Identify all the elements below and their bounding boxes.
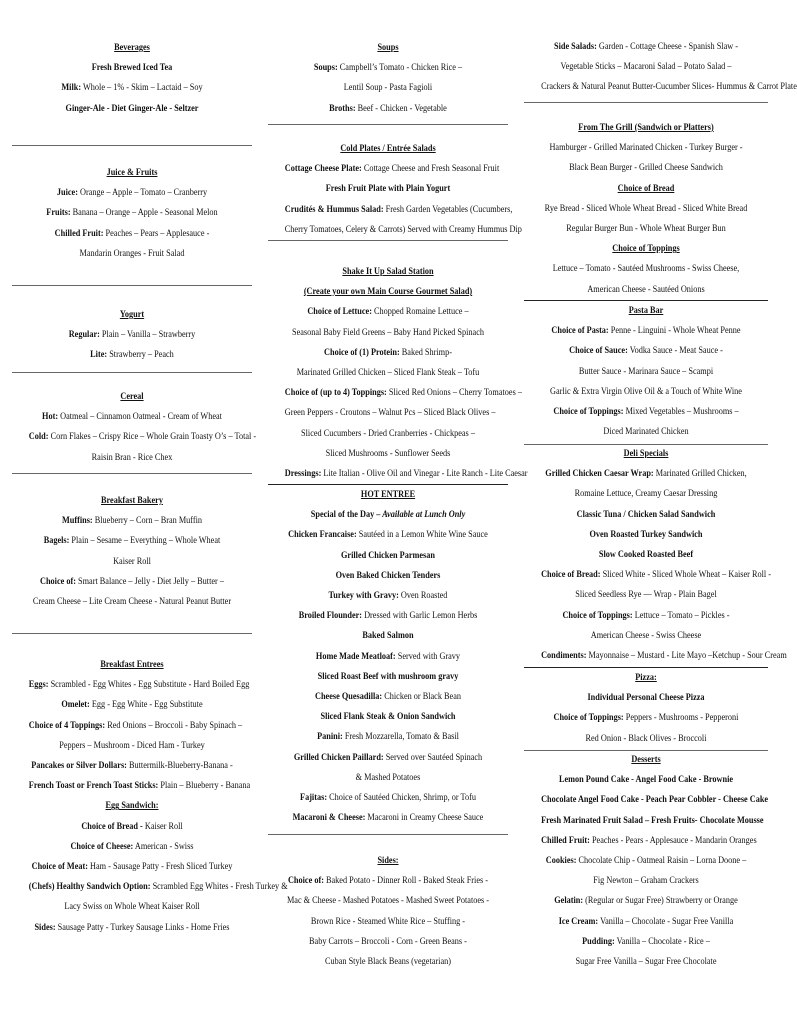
menu-line: Oven Roasted Turkey Sandwich bbox=[589, 528, 703, 540]
section-title: Beverages bbox=[114, 42, 150, 53]
menu-line: Sliced Roast Beef with mushroom gravy bbox=[317, 670, 459, 682]
cereal-section bbox=[12, 387, 257, 468]
menu-line: Cherry Tomatoes, Celery & Carrots) Served with Creamy Hummus Dip bbox=[284, 223, 522, 235]
menu-line: Choice of Meat: Ham - Sausage Patty - Fresh Sliced Turkey bbox=[31, 861, 233, 873]
section-title: Breakfast Bakery bbox=[101, 495, 163, 506]
menu-line: Individual Personal Cheese Pizza bbox=[587, 692, 705, 704]
menu-line: Fresh Brewed Iced Tea bbox=[91, 62, 173, 74]
menu-line: American Cheese - Sautéed Onions bbox=[587, 283, 705, 295]
menu-line: Choice of Lettuce: Chopped Romaine Lettuce – bbox=[307, 306, 469, 318]
menu-line: Chicken Francaise: Sautéed in a Lemon White Wine Sauce bbox=[288, 529, 488, 541]
section-title: Desserts bbox=[631, 754, 661, 765]
menu-line: Special of the Day – Available at Lunch Only bbox=[310, 509, 466, 521]
menu-line: Cheese Quesadilla: Chicken or Black Bean bbox=[315, 691, 461, 703]
menu-line: Marinated Grilled Chicken – Sliced Flank Steak – Tofu bbox=[296, 367, 480, 379]
menu-line: Red Onion - Black Olives - Broccoli bbox=[585, 732, 707, 744]
section-title: Breakfast Entrees bbox=[100, 659, 164, 670]
yogurt-section bbox=[12, 305, 252, 366]
beverages-section bbox=[12, 38, 252, 119]
section-title: HOT ENTREE bbox=[360, 489, 416, 500]
menu-line: Choice of (up to 4) Toppings: Sliced Red Onions – Cherry Tomatoes – bbox=[284, 387, 522, 399]
menu-line: Oven Baked Chicken Tenders bbox=[335, 569, 441, 581]
menu-line: Kaiser Roll bbox=[113, 555, 151, 567]
side-salads-section bbox=[524, 37, 797, 98]
menu-line: Lemon Pound Cake - Angel Food Cake - Brownie bbox=[558, 774, 734, 786]
menu-line: Chilled Fruit: Peaches – Pears – Applesauce - bbox=[54, 227, 210, 239]
menu-line: & Mashed Potatoes bbox=[355, 771, 421, 783]
menu-line: (Chefs) Healthy Sandwich Option: Scrambled Egg Whites - Fresh Turkey & bbox=[28, 881, 288, 893]
menu-line: Fruits: Banana – Orange – Apple - Seasonal Melon bbox=[46, 207, 218, 219]
menu-line: Muffins: Blueberry – Corn – Bran Muffin bbox=[61, 515, 203, 527]
menu-line: Choice of Toppings: Mixed Vegetables – Mushrooms – bbox=[553, 406, 739, 418]
menu-line: Slow Cooked Roasted Beef bbox=[598, 549, 694, 561]
menu-line: Milk: Whole – 1% - Skim – Lactaid – Soy bbox=[61, 82, 203, 94]
menu-line: Pancakes or Silver Dollars: Buttermilk-Blueberry-Banana - bbox=[31, 760, 233, 772]
menu-line: Ginger-Ale - Diet Ginger-Ale - Seltzer bbox=[65, 102, 199, 114]
menu-line: Sugar Free Vanilla – Sugar Free Chocolate bbox=[575, 956, 717, 968]
menu-line: Brown Rice - Steamed White Rice – Stuffing - bbox=[310, 915, 466, 927]
menu-line: Sliced Cucumbers - Dried Cranberries - Chickpeas – bbox=[301, 427, 475, 439]
menu-line: Fresh Fruit Plate with Plain Yogurt bbox=[325, 183, 451, 195]
juice-fruits-section bbox=[12, 163, 252, 264]
hot-entree-section bbox=[268, 485, 508, 828]
menu-line: Crudités & Hummus Salad: Fresh Garden Vegetables (Cucumbers, bbox=[284, 203, 513, 215]
menu-line: Chocolate Angel Food Cake - Peach Pear Cobbler - Cheese Cake bbox=[541, 794, 769, 806]
section-title: Cereal bbox=[120, 391, 144, 402]
section-title: Pizza: bbox=[635, 672, 657, 683]
section-title: Deli Specials bbox=[623, 448, 669, 459]
menu-line: Bagels: Plain – Sesame – Everything – Whole Wheat bbox=[43, 535, 221, 547]
menu-line: Sliced Mushrooms - Sunflower Seeds bbox=[325, 447, 451, 459]
menu-line: Sliced Seedless Rye — Wrap - Plain Bagel bbox=[575, 589, 717, 601]
section-title: Soups bbox=[377, 42, 399, 53]
menu-line: Fresh Marinated Fruit Salad – Fresh Fruits- Chocolate Mousse bbox=[541, 814, 764, 826]
menu-line: Baked Salmon bbox=[362, 630, 414, 642]
menu-line: Home Made Meatloaf: Served with Gravy bbox=[315, 650, 461, 662]
breakfast-entrees-section bbox=[12, 655, 288, 938]
menu-line: Hamburger - Grilled Marinated Chicken - Turkey Burger - bbox=[549, 142, 743, 154]
subsection-title: Choice of Toppings bbox=[612, 243, 680, 255]
soups-section bbox=[268, 38, 508, 119]
menu-line: Ice Cream: Vanilla – Chocolate - Sugar Free Vanilla bbox=[558, 915, 734, 927]
menu-line: Hot: Oatmeal – Cinnamon Oatmeal - Cream of Wheat bbox=[42, 411, 222, 423]
menu-line: Baby Carrots – Broccoli - Corn - Green Beans - bbox=[309, 935, 467, 947]
menu-line: Gelatin: (Regular or Sugar Free) Strawberry or Orange bbox=[554, 895, 738, 907]
menu-line: Raisin Bran - Rice Chex bbox=[91, 451, 173, 463]
menu-line: Soups: Campbell’s Tomato - Chicken Rice – bbox=[313, 62, 463, 74]
section-title: Yogurt bbox=[119, 309, 145, 320]
menu-line: Black Bean Burger - Grilled Cheese Sandwich bbox=[569, 162, 723, 174]
menu-line: Grilled Chicken Caesar Wrap: Marinated Grilled Chicken, bbox=[545, 468, 747, 480]
menu-line: Grilled Chicken Parmesan bbox=[341, 549, 435, 561]
divider bbox=[12, 285, 252, 286]
cold-plates-section bbox=[268, 139, 522, 240]
menu-line: Broths: Beef - Chicken - Vegetable bbox=[329, 102, 447, 114]
menu-line: Eggs: Scrambled - Egg Whites - Egg Substitute - Hard Boiled Egg bbox=[28, 679, 250, 691]
menu-line: Cream Cheese – Lite Cream Cheese - Natural Peanut Butter bbox=[32, 596, 232, 608]
menu-line: Cottage Cheese Plate: Cottage Cheese and Fresh Seasonal Fruit bbox=[284, 163, 500, 175]
menu-line: Choice of: Smart Balance – Jelly - Diet Jelly – Butter – bbox=[39, 575, 224, 587]
menu-line: French Toast or French Toast Sticks: Plain – Blueberry - Banana bbox=[28, 780, 251, 792]
menu-line: Chilled Fruit: Peaches - Pears - Applesauce - Mandarin Oranges bbox=[541, 834, 757, 846]
menu-line: Choice of: Baked Potato - Dinner Roll - Baked Steak Fries - bbox=[287, 875, 489, 887]
menu-line: Rye Bread - Sliced Whole Wheat Bread - Sliced White Bread bbox=[544, 202, 748, 214]
deli-specials-section bbox=[524, 444, 787, 666]
section-title: Sides: bbox=[377, 855, 399, 866]
pizza-section bbox=[524, 668, 768, 749]
breakfast-bakery-section bbox=[12, 491, 252, 612]
menu-line: Dressings: Lite Italian - Olive Oil and Vinegar - Lite Ranch - Lite Caesar bbox=[284, 468, 528, 480]
section-title: Shake It Up Salad Station bbox=[342, 266, 434, 277]
divider bbox=[268, 240, 508, 241]
menu-line: Juice: Orange – Apple – Tomato – Cranberry bbox=[56, 187, 208, 199]
menu-line: Sliced Flank Steak & Onion Sandwich bbox=[320, 711, 456, 723]
section-title: From The Grill (Sandwich or Platters) bbox=[578, 122, 714, 133]
menu-line: Turkey with Gravy: Oven Roasted bbox=[328, 590, 448, 602]
menu-line: American Cheese - Swiss Cheese bbox=[590, 629, 702, 641]
section-title: Pasta Bar bbox=[628, 305, 664, 316]
section-title: Juice & Fruits bbox=[106, 167, 158, 178]
menu-line: Regular: Plain – Vanilla – Strawberry bbox=[68, 329, 196, 341]
menu-line: Choice of 4 Toppings: Red Onions – Broccoli - Baby Spinach – bbox=[28, 719, 243, 731]
menu-line: Panini: Fresh Mozzarella, Tomato & Basil bbox=[317, 731, 459, 743]
subsection-title: Egg Sandwich: bbox=[105, 800, 159, 812]
divider bbox=[12, 473, 252, 474]
pasta-bar-section bbox=[524, 301, 768, 442]
menu-line: Lettuce – Tomato - Sautéed Mushrooms - Swiss Cheese, bbox=[552, 263, 740, 275]
divider bbox=[12, 633, 252, 634]
menu-line: Macaroni & Cheese: Macaroni in Creamy Cheese Sauce bbox=[292, 812, 484, 824]
menu-line: Choice of Toppings: Peppers - Mushrooms - Pepperoni bbox=[553, 712, 739, 724]
menu-line: Cuban Style Black Beans (vegetarian) bbox=[324, 956, 452, 968]
menu-line: Condiments: Mayonnaise – Mustard - Lite Mayo –Ketchup - Sour Cream bbox=[541, 650, 787, 662]
divider bbox=[268, 124, 508, 125]
menu-line: Mandarin Oranges - Fruit Salad bbox=[79, 247, 185, 259]
divider bbox=[268, 834, 508, 835]
menu-line: Fig Newton – Graham Crackers bbox=[593, 875, 699, 887]
menu-line: Diced Marinated Chicken bbox=[603, 426, 689, 438]
menu-line: Mac & Cheese - Mashed Potatoes - Mashed Sweet Potatoes - bbox=[286, 895, 490, 907]
menu-line: Butter Sauce - Marinara Sauce – Scampi bbox=[578, 365, 714, 377]
subsection-title: Choice of Bread bbox=[617, 182, 675, 194]
section-subtitle: (Create your own Main Course Gourmet Salad) bbox=[303, 286, 473, 298]
divider bbox=[12, 145, 252, 146]
menu-line: Lite: Strawberry – Peach bbox=[90, 349, 174, 361]
sides-section bbox=[268, 851, 508, 972]
desserts-section bbox=[524, 750, 768, 972]
menu-line: Regular Burger Bun - Whole Wheat Burger Bun bbox=[566, 223, 726, 235]
menu-line: Side Salads: Garden - Cottage Cheese - Spanish Slaw - bbox=[553, 41, 739, 52]
menu-line: Broiled Flounder: Dressed with Garlic Lemon Herbs bbox=[298, 610, 478, 622]
menu-line: Pudding: Vanilla – Chocolate - Rice – bbox=[582, 935, 710, 947]
menu-line: Cookies: Chocolate Chip - Oatmeal Raisin – Lorna Doone – bbox=[545, 855, 747, 867]
divider bbox=[524, 102, 768, 103]
menu-line: Lentil Soup - Pasta Fagioli bbox=[343, 82, 433, 94]
divider bbox=[12, 372, 252, 373]
menu-line: Choice of Toppings: Lettuce – Tomato – Pickles - bbox=[562, 609, 730, 621]
menu-line: Peppers – Mushroom - Diced Ham - Turkey bbox=[59, 739, 205, 751]
menu-line: Grilled Chicken Paillard: Served over Sautéed Spinach bbox=[293, 751, 483, 763]
menu-line: Choice of Bread: Sliced White - Sliced Whole Wheat – Kaiser Roll - bbox=[541, 569, 771, 581]
menu-line: Omelet: Egg - Egg White - Egg Substitute bbox=[61, 699, 203, 711]
menu-line: Seasonal Baby Field Greens – Baby Hand Picked Spinach bbox=[291, 326, 485, 338]
menu-line: Fajitas: Choice of Sautéed Chicken, Shrimp, or Tofu bbox=[300, 792, 476, 804]
menu-line: Cold: Corn Flakes – Crispy Rice – Whole Grain Toasty O’s – Total - bbox=[28, 431, 257, 443]
menu-line: Classic Tuna / Chicken Salad Sandwich bbox=[576, 508, 716, 520]
menu-line: Green Peppers - Croutons – Walnut Pcs – Sliced Black Olives – bbox=[284, 407, 496, 419]
menu-line: Sides: Sausage Patty - Turkey Sausage Links - Home Fries bbox=[34, 921, 230, 933]
menu-line: Choice of Bread - Kaiser Roll bbox=[81, 820, 183, 832]
section-title: Cold Plates / Entrée Salads bbox=[340, 143, 436, 154]
menu-line: Romaine Lettuce, Creamy Caesar Dressing bbox=[574, 488, 718, 500]
menu-line: Choice of Sauce: Vodka Sauce - Meat Sauce - bbox=[569, 345, 723, 357]
menu-line: Vegetable Sticks – Macaroni Salad – Potato Salad – bbox=[560, 61, 732, 73]
salad-station-section bbox=[268, 262, 528, 484]
menu-line: Lacy Swiss on Whole Wheat Kaiser Roll bbox=[64, 901, 200, 913]
menu-line: Garlic & Extra Virgin Olive Oil & a Touch of White Wine bbox=[550, 385, 742, 397]
menu-line: Choice of Cheese: American - Swiss bbox=[70, 840, 194, 852]
grill-section bbox=[524, 118, 768, 300]
menu-line: Choice of Pasta: Penne - Linguini - Whole Wheat Penne bbox=[551, 325, 741, 337]
menu-line: Crackers & Natural Peanut Butter-Cucumber Slices- Hummus & Carrot Plate bbox=[541, 81, 797, 93]
menu-line: Choice of (1) Protein: Baked Shrimp- bbox=[324, 346, 452, 358]
